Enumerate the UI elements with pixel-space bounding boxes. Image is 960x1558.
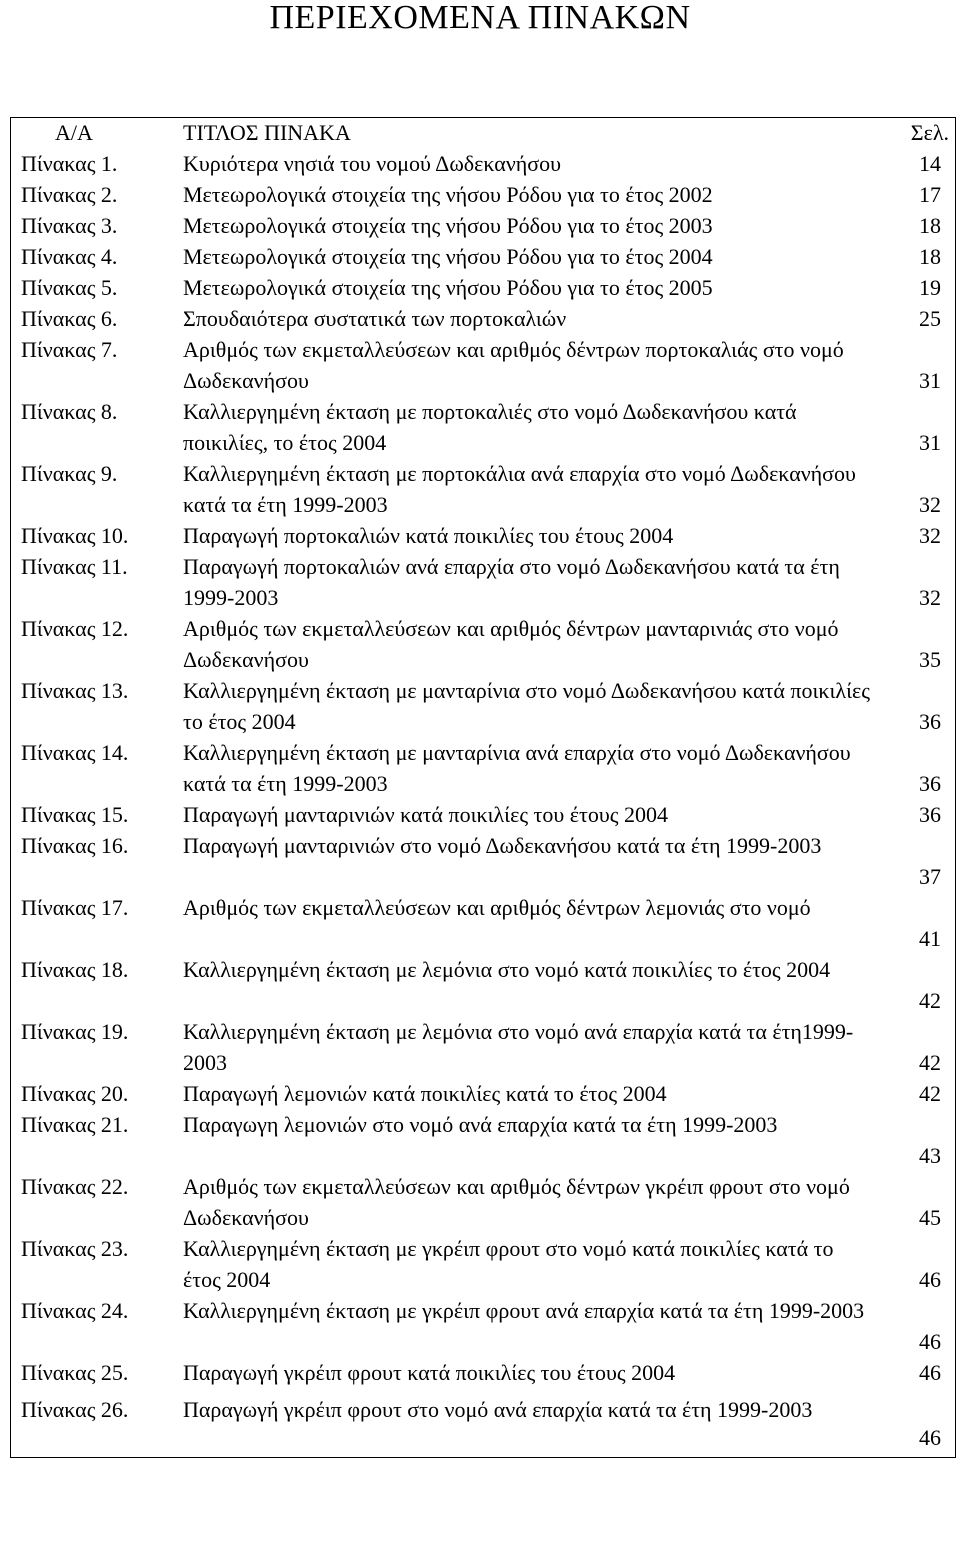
page-number: 14 (919, 151, 941, 177)
table-title: Καλλιεργημένη έκταση με γκρέιπ φρουτ ανά επαρχία κατά τα έτη 1999-2003 (183, 1298, 865, 1323)
table-title: Αριθμός των εκμεταλλεύσεων και αριθμός δέντρων μανταρινιάς στο νομό Δωδεκανήσου (183, 616, 839, 672)
table-title: Παραγωγή πορτοκαλιών ανά επαρχία στο νομό Δωδεκανήσου κατά τα έτη 1999-2003 (183, 554, 840, 610)
table-row (11, 273, 955, 304)
table-title: Καλλιεργημένη έκταση με πορτοκαλιές στο νομό Δωδεκανήσου κατά ποικιλίες, το έτος 2004 (183, 399, 797, 455)
table-title: Σπουδαιότερα συστατικά των πορτοκαλιών (183, 306, 567, 331)
table-row (11, 831, 955, 893)
table-title: Μετεωρολογικά στοιχεία της νήσου Ρόδου για το έτος 2003 (183, 213, 713, 238)
page-number: 25 (919, 306, 941, 332)
page-number: 42 (919, 988, 941, 1014)
table-number: Πίνακας 3. (21, 213, 118, 238)
table-number: Πίνακας 8. (21, 399, 118, 424)
table-number: Πίνακας 12. (21, 616, 129, 641)
table-title: Αριθμός των εκμεταλλεύσεων και αριθμός δέντρων λεμονιάς στο νομό (183, 895, 811, 920)
header-page: Σελ. (910, 120, 949, 146)
table-row (11, 1389, 955, 1457)
table-number: Πίνακας 2. (21, 182, 118, 207)
page-number: 41 (919, 926, 941, 952)
table-number: Πίνακας 11. (21, 554, 128, 579)
page-number: 17 (919, 182, 941, 208)
table-row (11, 893, 955, 955)
table-title: Μετεωρολογικά στοιχεία της νήσου Ρόδου για το έτος 2004 (183, 244, 713, 269)
table-row (11, 955, 955, 1017)
page-title: ΠΕΡΙΕΧΟΜΕΝΑ ΠΙΝΑΚΩΝ (269, 0, 691, 36)
table-title: Παραγωγή γκρέιπ φρουτ στο νομό ανά επαρχία κατά τα έτη 1999-2003 (183, 1397, 813, 1422)
page-number: 43 (919, 1143, 941, 1169)
page-number: 36 (919, 771, 941, 797)
table-number: Πίνακας 19. (21, 1019, 129, 1044)
table-title: Παραγωγή πορτοκαλιών κατά ποικιλίες του έτους 2004 (183, 523, 674, 548)
page-number: 32 (919, 492, 941, 518)
page-number: 32 (919, 585, 941, 611)
table-number: Πίνακας 17. (21, 895, 129, 920)
table-row (11, 614, 955, 676)
page-number: 31 (919, 368, 941, 394)
page-number: 42 (919, 1050, 941, 1076)
table-row (11, 1358, 955, 1389)
table-title: Καλλιεργημένη έκταση με λεμόνια στο νομό κατά ποικιλίες το έτος 2004 (183, 957, 831, 982)
table-number: Πίνακας 7. (21, 337, 118, 362)
table-of-tables (10, 117, 956, 1458)
table-number: Πίνακας 20. (21, 1081, 129, 1106)
page-number: 46 (919, 1360, 941, 1386)
page-number: 46 (919, 1267, 941, 1293)
table-row (11, 1234, 955, 1296)
table-row (11, 676, 955, 738)
page-number: 36 (919, 709, 941, 735)
table-number: Πίνακας 26. (21, 1397, 129, 1422)
table-number: Πίνακας 4. (21, 244, 118, 269)
page-number: 19 (919, 275, 941, 301)
page-number: 37 (919, 864, 941, 890)
page-number: 45 (919, 1205, 941, 1231)
table-row (11, 738, 955, 800)
table-number: Πίνακας 22. (21, 1174, 129, 1199)
page-number: 18 (919, 213, 941, 239)
table-row (11, 335, 955, 397)
table-title: Παραγωγή γκρέιπ φρουτ κατά ποικιλίες του έτους 2004 (183, 1360, 676, 1385)
page-number: 32 (919, 523, 941, 549)
table-title: Καλλιεργημένη έκταση με πορτοκάλια ανά επαρχία στο νομό Δωδεκανήσου κατά τα έτη 1999-2003 (183, 461, 856, 517)
table-body (11, 149, 955, 1457)
table-number: Πίνακας 21. (21, 1112, 129, 1137)
table-number: Πίνακας 5. (21, 275, 118, 300)
table-title: Μετεωρολογικά στοιχεία της νήσου Ρόδου για το έτος 2005 (183, 275, 713, 300)
table-row (11, 1296, 955, 1358)
table-title: Κυριότερα νησιά του νομού Δωδεκανήσου (183, 151, 562, 176)
table-row (11, 149, 955, 180)
table-row (11, 180, 955, 211)
table-title: Παραγωγή μανταρινιών στο νομό Δωδεκανήσου κατά τα έτη 1999-2003 (183, 833, 822, 858)
table-number: Πίνακας 18. (21, 957, 129, 982)
table-row (11, 304, 955, 335)
table-row (11, 459, 955, 521)
page-number: 18 (919, 244, 941, 270)
table-row (11, 1017, 955, 1079)
table-number: Πίνακας 13. (21, 678, 129, 703)
page-number: 35 (919, 647, 941, 673)
table-row (11, 1110, 955, 1172)
table-number: Πίνακας 23. (21, 1236, 129, 1261)
table-title: Καλλιεργημένη έκταση με λεμόνια στο νομό ανά επαρχία κατά τα έτη1999-2003 (183, 1019, 854, 1075)
table-number: Πίνακας 1. (21, 151, 118, 176)
table-title: Αριθμός των εκμεταλλεύσεων και αριθμός δέντρων γκρέιπ φρουτ στο νομό Δωδεκανήσου (183, 1174, 850, 1230)
table-number: Πίνακας 10. (21, 523, 129, 548)
table-number: Πίνακας 24. (21, 1298, 129, 1323)
table-number: Πίνακας 9. (21, 461, 118, 486)
table-row (11, 211, 955, 242)
table-row (11, 800, 955, 831)
table-number: Πίνακας 14. (21, 740, 129, 765)
page-number: 46 (919, 1329, 941, 1355)
header-number: Α/Α (55, 120, 93, 145)
table-row (11, 242, 955, 273)
table-row (11, 1172, 955, 1234)
table-title: Καλλιεργημένη έκταση με μανταρίνια στο νομό Δωδεκανήσου κατά ποικιλίες το έτος 2004 (183, 678, 870, 734)
table-header-row (11, 118, 955, 149)
table-row (11, 521, 955, 552)
table-title: Μετεωρολογικά στοιχεία της νήσου Ρόδου για το έτος 2002 (183, 182, 713, 207)
table-title: Παραγωγη λεμονιών στο νομό ανά επαρχία κατά τα έτη 1999-2003 (183, 1112, 778, 1137)
table-title: Παραγωγή λεμονιών κατά ποικιλίες κατά το έτος 2004 (183, 1081, 667, 1106)
table-title: Παραγωγή μανταρινιών κατά ποικιλίες του έτους 2004 (183, 802, 668, 827)
page-number: 31 (919, 430, 941, 456)
page-number: 36 (919, 802, 941, 828)
table-number: Πίνακας 6. (21, 306, 118, 331)
page-number: 46 (919, 1425, 941, 1451)
table-row (11, 1079, 955, 1110)
table-number: Πίνακας 15. (21, 802, 129, 827)
table-row (11, 552, 955, 614)
table-title: Καλλιεργημένη έκταση με μανταρίνια ανά επαρχία στο νομό Δωδεκανήσου κατά τα έτη 1999-2003 (183, 740, 851, 796)
table-number: Πίνακας 16. (21, 833, 129, 858)
table-row (11, 397, 955, 459)
header-title: ΤΙΤΛΟΣ ΠΙΝΑΚΑ (183, 120, 351, 145)
table-title: Αριθμός των εκμεταλλεύσεων και αριθμός δέντρων πορτοκαλιάς στο νομό Δωδεκανήσου (183, 337, 844, 393)
table-number: Πίνακας 25. (21, 1360, 129, 1385)
table-title: Καλλιεργημένη έκταση με γκρέιπ φρουτ στο νομό κατά ποικιλίες κατά το έτος 2004 (183, 1236, 834, 1292)
page-number: 42 (919, 1081, 941, 1107)
